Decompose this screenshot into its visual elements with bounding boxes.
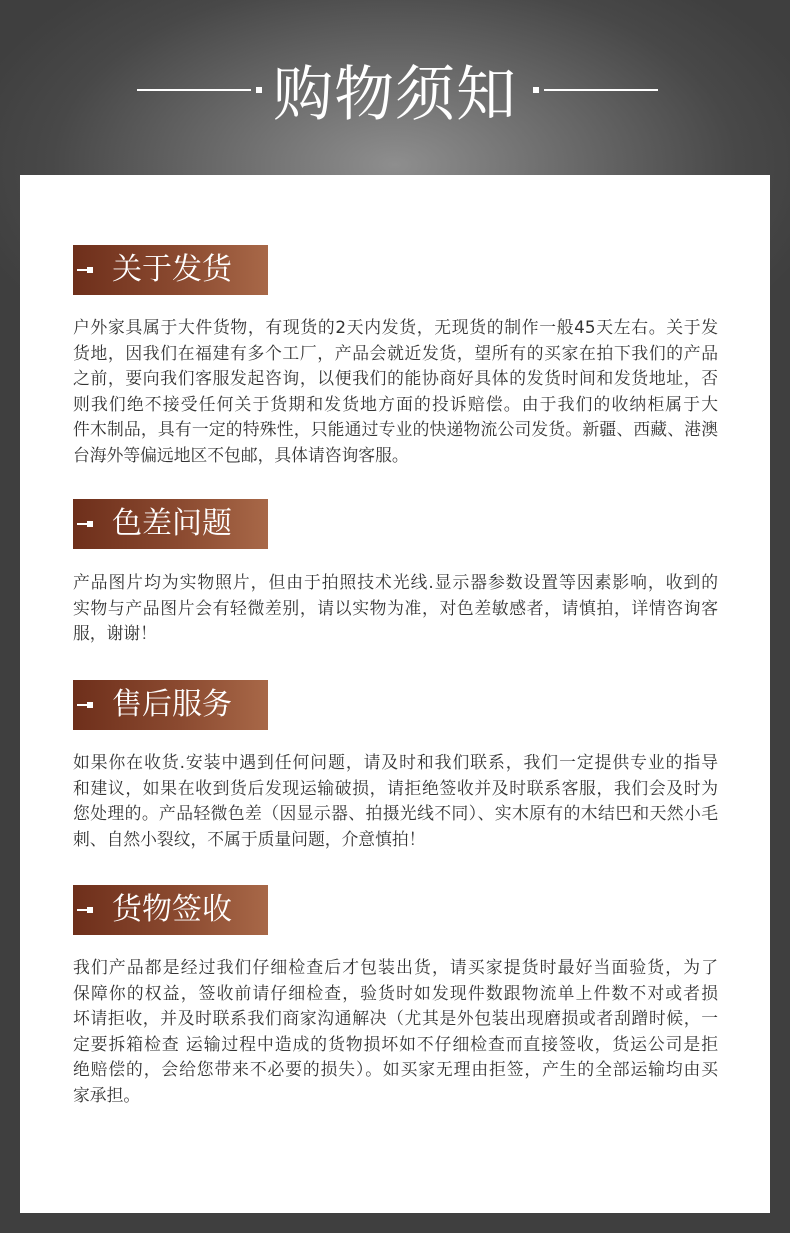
text-line: 保障你的权益，签收前请仔细检查，验货时如发现件数跟物流单上件数不对或者损 bbox=[73, 982, 718, 1003]
text-line: 家承担。 bbox=[73, 1084, 141, 1105]
text-line: 产品图片均为实物照片，但由于拍照技术光线.显示器参数设置等因素影响，收到的 bbox=[73, 572, 718, 592]
title-divider-right-line bbox=[544, 89, 658, 91]
section-badge bbox=[73, 680, 268, 730]
page-title: 购物须知 bbox=[273, 60, 517, 130]
section-title: 关于发货 bbox=[112, 252, 232, 287]
text-line: 和建议，如果在收到货后发现运输破损，请拒绝签收并及时联系客服，我们会及时为 bbox=[73, 777, 718, 798]
text-line: 绝赔偿的，会给您带来不必要的损失）。如买家无理由拒签，产生的全部运输均由买 bbox=[73, 1059, 718, 1080]
text-line: 坏请拒收，并及时联系我们商家沟通解决（尤其是外包装出现磨损或者刮蹭时候，一 bbox=[73, 1008, 718, 1029]
content-panel bbox=[20, 175, 770, 1213]
bullet-dash-icon bbox=[77, 704, 87, 706]
bullet-dash-icon bbox=[77, 269, 87, 271]
bullet-dash-icon bbox=[77, 909, 87, 911]
text-line: 您处理的。产品轻微色差（因显示器、拍摄光线不同）、实木原有的木结巴和天然小毛 bbox=[73, 803, 718, 824]
text-line: 实物与产品图片会有轻微差别，请以实物为准，对色差敏感者，请慎拍，详情咨询客 bbox=[73, 597, 718, 618]
section-title: 色差问题 bbox=[112, 506, 232, 541]
bullet-dash-icon bbox=[77, 523, 87, 525]
bullet-square-icon bbox=[87, 907, 93, 913]
section-text bbox=[73, 315, 718, 469]
title-divider-right-square-icon bbox=[533, 87, 539, 93]
section-text bbox=[73, 750, 718, 852]
text-line: 户外家具属于大件货物，有现货的2天内发货，无现货的制作一般45天左右。关于发 bbox=[73, 317, 718, 337]
section-title: 货物签收 bbox=[112, 892, 232, 927]
text-line: 如果你在收货.安装中遇到任何问题，请及时和我们联系，我们一定提供专业的指导 bbox=[73, 752, 718, 772]
text-line: 台海外等偏远地区不包邮，具体请咨询客服。 bbox=[73, 444, 409, 465]
section-text bbox=[73, 955, 718, 1109]
text-line: 我们产品都是经过我们仔细检查后才包装出货，请买家提货时最好当面验货，为了 bbox=[73, 957, 718, 977]
section-text bbox=[73, 570, 718, 647]
text-line: 货地，因我们在福建有多个工厂，产品会就近发货，望所有的买家在拍下我们的产品 bbox=[73, 342, 718, 363]
section-title: 售后服务 bbox=[112, 687, 232, 722]
text-line: 则我们绝不接受任何关于货期和发货地方面的投诉赔偿。由于我们的收纳柜属于大 bbox=[73, 393, 718, 414]
text-line: 件木制品，具有一定的特殊性，只能通过专业的快递物流公司发货。新疆、西藏、港澳 bbox=[73, 419, 718, 440]
bullet-square-icon bbox=[87, 521, 93, 527]
text-line: 定要拆箱检查 运输过程中造成的货物损坏如不仔细检查而直接签收，货运公司是拒 bbox=[73, 1033, 718, 1054]
text-line: 之前，要向我们客服发起咨询，以便我们的能协商好具体的发货时间和发货地址，否 bbox=[73, 368, 718, 389]
text-line: 服，谢谢！ bbox=[73, 623, 157, 644]
bullet-square-icon bbox=[87, 267, 93, 273]
text-line: 刺、自然小裂纹，不属于质量问题，介意慎拍！ bbox=[73, 828, 426, 849]
section-badge bbox=[73, 885, 268, 935]
bullet-square-icon bbox=[87, 702, 93, 708]
section-badge bbox=[73, 499, 268, 549]
section-badge bbox=[73, 245, 268, 295]
